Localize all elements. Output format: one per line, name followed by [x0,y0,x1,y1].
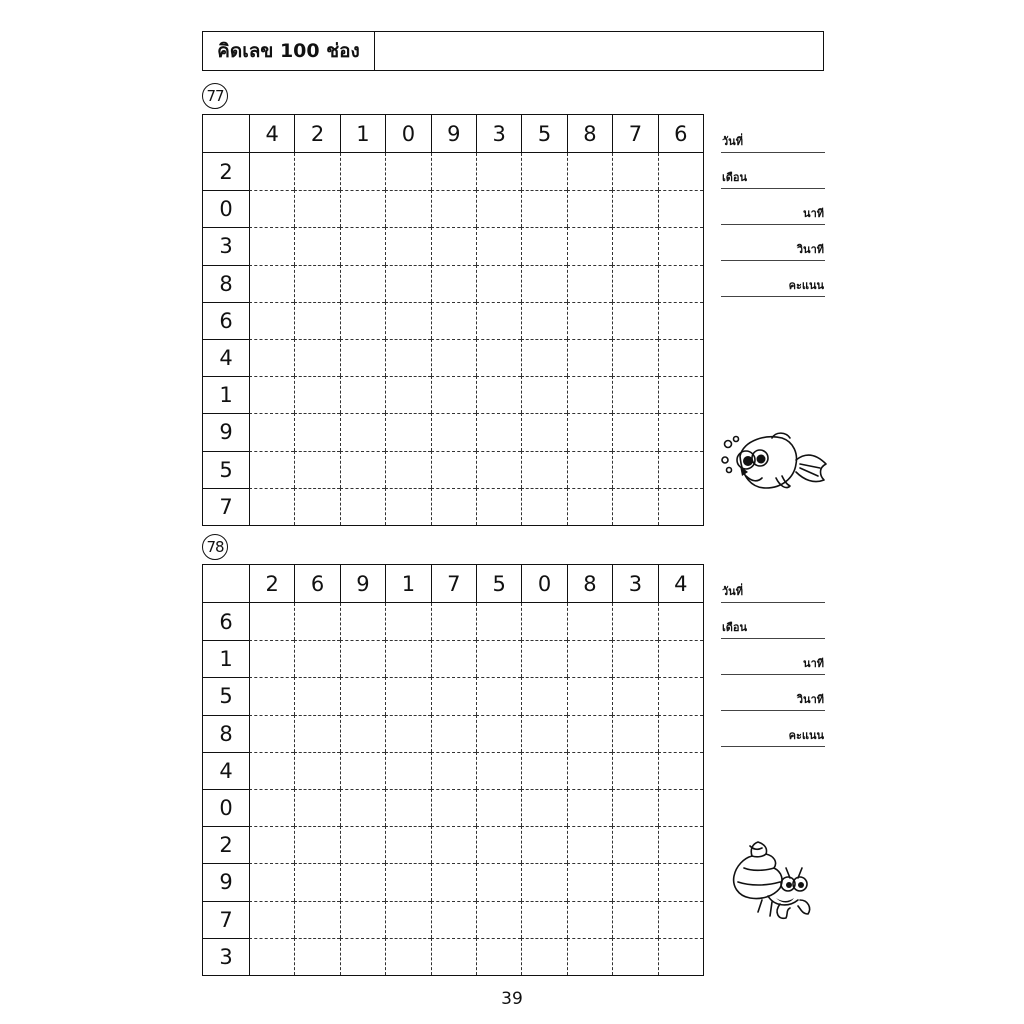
answer-cell [249,603,294,640]
answer-cell [249,153,294,190]
answer-cell [658,413,703,450]
answer-cell [658,603,703,640]
answer-cell [612,826,657,863]
answer-cell [385,640,430,677]
answer-cell [431,227,476,264]
answer-cell [476,376,521,413]
answer-cell [567,451,612,488]
seconds-field: วินาที [721,225,825,261]
answer-cell [612,376,657,413]
answer-cell [658,488,703,525]
answer-cell [385,826,430,863]
top-number-cell: 3 [476,115,521,153]
answer-cell [340,752,385,789]
answer-cell [249,677,294,714]
answer-cell [385,603,430,640]
answer-cell [521,826,566,863]
side-number-cell: 1 [203,376,249,413]
answer-cell [249,901,294,938]
answer-cell [249,752,294,789]
answer-cell [612,190,657,227]
answer-cell [658,677,703,714]
answer-cell [340,265,385,302]
answer-cell [249,190,294,227]
answer-cell [658,789,703,826]
answer-cell [521,413,566,450]
side-number-cell: 8 [203,715,249,752]
answer-cell [567,789,612,826]
answer-cell [567,488,612,525]
answer-cell [385,677,430,714]
answer-cell [612,451,657,488]
answer-cell [476,752,521,789]
answer-cell [612,901,657,938]
answer-cell [612,227,657,264]
top-number-cell: 5 [521,115,566,153]
answer-cell [567,190,612,227]
answer-cell [294,640,339,677]
answer-cell [431,715,476,752]
answer-cell [249,227,294,264]
answer-cell [249,339,294,376]
answer-cell [385,413,430,450]
answer-cell [385,190,430,227]
top-number-cell: 8 [567,565,612,603]
answer-cell [385,789,430,826]
side-number-cell: 7 [203,901,249,938]
answer-cell [249,302,294,339]
answer-cell [294,863,339,900]
side-number-cell: 2 [219,159,233,184]
answer-cell [476,265,521,302]
answer-cell [294,603,339,640]
answer-cell [612,863,657,900]
answer-cell [431,640,476,677]
answer-cell [612,938,657,975]
answer-cell [385,265,430,302]
answer-cell [567,901,612,938]
answer-cell [294,153,339,190]
side-number-cell: 6 [203,302,249,339]
answer-cell [431,376,476,413]
answer-cell [294,715,339,752]
top-number-cell: 9 [431,115,476,153]
answer-cell [340,863,385,900]
answer-cell [567,339,612,376]
answer-cell [340,339,385,376]
exercise-number-badge: 78 [202,534,228,560]
goldfish-icon [716,432,830,494]
answer-cell [658,265,703,302]
side-number-cell: 2 [203,826,249,863]
top-number-cell: 7 [431,565,476,603]
top-number-cell: 2 [249,565,294,603]
answer-cell [294,302,339,339]
answer-cell [385,451,430,488]
answer-cell [340,826,385,863]
answer-cell [431,901,476,938]
answer-cell [385,376,430,413]
month-field: เดือน [721,153,825,189]
side-number-cell: 8 [203,265,249,302]
answer-cell [521,451,566,488]
answer-cell [431,265,476,302]
answer-cell [658,863,703,900]
answer-cell [340,451,385,488]
side-number-cell: 9 [203,413,249,450]
answer-cell [521,265,566,302]
answer-cell [612,715,657,752]
answer-cell [249,413,294,450]
answer-cell [340,190,385,227]
answer-cell [249,488,294,525]
answer-cell [658,640,703,677]
grid-corner [203,115,249,153]
answer-cell [476,413,521,450]
answer-cell [658,302,703,339]
record-fields [721,117,825,297]
answer-cell [612,413,657,450]
answer-cell [567,715,612,752]
answer-cell [385,715,430,752]
side-number-cell: 7 [203,488,249,525]
answer-cell [612,488,657,525]
record-fields [721,567,825,747]
hundred-square-grid [202,114,704,526]
answer-cell [658,715,703,752]
answer-cell [431,677,476,714]
side-number-cell: 3 [203,227,249,264]
answer-cell [294,826,339,863]
answer-cell [431,752,476,789]
answer-cell [431,789,476,826]
minutes-field: นาที [721,639,825,675]
answer-cell [476,640,521,677]
answer-cell [340,901,385,938]
answer-cell [294,339,339,376]
answer-cell [567,265,612,302]
answer-cell [249,789,294,826]
side-number-cell: 4 [203,752,249,789]
answer-cell [476,789,521,826]
answer-cell [567,826,612,863]
top-number-cell: 4 [249,115,294,153]
side-number-cell: 3 [203,938,249,975]
answer-cell [294,901,339,938]
answer-cell [294,451,339,488]
answer-cell [431,413,476,450]
answer-cell [521,677,566,714]
answer-cell [431,488,476,525]
answer-cell [294,413,339,450]
answer-cell [521,339,566,376]
answer-cell [658,451,703,488]
top-number-cell: 7 [612,115,657,153]
answer-cell [476,677,521,714]
day-field: วันที่ [721,567,825,603]
side-number-cell: 5 [203,677,249,714]
answer-cell [476,227,521,264]
answer-cell [658,901,703,938]
answer-cell [612,752,657,789]
answer-cell [612,603,657,640]
answer-cell [294,227,339,264]
top-number-cell: 6 [658,115,703,153]
answer-cell [612,265,657,302]
answer-cell [612,789,657,826]
answer-cell [431,339,476,376]
grid-corner [203,565,249,603]
answer-cell [612,339,657,376]
worksheet-title: คิดเลข 100 ช่อง [203,32,375,70]
side-number-cell: 0 [203,789,249,826]
top-number-cell: 9 [340,565,385,603]
hundred-square-grid [202,564,704,976]
answer-cell [340,153,385,190]
answer-cell [385,302,430,339]
answer-cell [340,488,385,525]
hermit-crab-icon [728,838,812,924]
answer-cell [431,153,476,190]
answer-cell [385,339,430,376]
answer-cell [658,376,703,413]
top-number-cell: 0 [521,565,566,603]
answer-cell [385,153,430,190]
top-number-cell: 3 [612,565,657,603]
month-field: เดือน [721,603,825,639]
answer-cell [476,190,521,227]
answer-cell [521,190,566,227]
day-field: วันที่ [721,117,825,153]
answer-cell [521,302,566,339]
answer-cell [521,938,566,975]
answer-cell [567,376,612,413]
exercise-number-badge: 77 [202,83,228,109]
side-number-cell: 0 [203,190,249,227]
answer-cell [340,302,385,339]
worksheet-title-box [202,31,824,71]
answer-cell [431,190,476,227]
answer-cell [476,715,521,752]
answer-cell [294,488,339,525]
answer-cell [249,640,294,677]
answer-cell [521,789,566,826]
answer-cell [476,153,521,190]
top-number-cell: 5 [476,565,521,603]
answer-cell [476,451,521,488]
answer-cell [567,227,612,264]
answer-cell [431,451,476,488]
answer-cell [476,339,521,376]
answer-cell [340,938,385,975]
answer-cell [521,901,566,938]
answer-cell [567,677,612,714]
answer-cell [658,227,703,264]
top-number-cell: 6 [294,565,339,603]
score-field: คะแนน [721,261,825,297]
answer-cell [340,640,385,677]
answer-cell [476,863,521,900]
answer-cell [294,789,339,826]
answer-cell [658,339,703,376]
answer-cell [658,190,703,227]
answer-cell [612,153,657,190]
answer-cell [612,302,657,339]
answer-cell [431,603,476,640]
answer-cell [385,863,430,900]
answer-cell [476,938,521,975]
answer-cell [567,938,612,975]
answer-cell [431,826,476,863]
answer-cell [340,603,385,640]
top-number-cell: 8 [567,115,612,153]
answer-cell [431,863,476,900]
answer-cell [476,603,521,640]
answer-cell [476,302,521,339]
side-number-cell: 9 [203,863,249,900]
answer-cell [340,677,385,714]
answer-cell [294,190,339,227]
answer-cell [385,227,430,264]
answer-cell [249,938,294,975]
page-number: 39 [501,989,523,1009]
answer-cell [385,752,430,789]
answer-cell [612,640,657,677]
answer-cell [567,153,612,190]
answer-cell [294,752,339,789]
answer-cell [567,603,612,640]
top-number-cell: 1 [385,565,430,603]
answer-cell [340,376,385,413]
answer-cell [431,938,476,975]
answer-cell [612,677,657,714]
seconds-field: วินาที [721,675,825,711]
name-blank [375,32,823,70]
answer-cell [658,752,703,789]
answer-cell [294,938,339,975]
answer-cell [294,677,339,714]
answer-cell [249,715,294,752]
side-number-cell: 1 [203,640,249,677]
answer-cell [658,826,703,863]
answer-cell [340,715,385,752]
top-number-cell: 4 [658,565,703,603]
answer-cell [567,302,612,339]
answer-cell [521,376,566,413]
answer-cell [340,413,385,450]
answer-cell [521,488,566,525]
answer-cell [294,265,339,302]
minutes-field: นาที [721,189,825,225]
answer-cell [249,826,294,863]
side-number-cell: 4 [203,339,249,376]
answer-cell [249,265,294,302]
answer-cell [294,376,339,413]
answer-cell [249,863,294,900]
top-number-cell: 0 [385,115,430,153]
answer-cell [521,863,566,900]
answer-cell [658,938,703,975]
answer-cell [521,640,566,677]
answer-cell [385,901,430,938]
answer-cell [385,938,430,975]
answer-cell [476,488,521,525]
score-field: คะแนน [721,711,825,747]
answer-cell [521,603,566,640]
answer-cell [476,826,521,863]
answer-cell [521,153,566,190]
answer-cell [521,715,566,752]
answer-cell [340,789,385,826]
top-number-cell: 1 [340,115,385,153]
answer-cell [521,227,566,264]
answer-cell [567,863,612,900]
answer-cell [385,488,430,525]
answer-cell [521,752,566,789]
answer-cell [567,640,612,677]
side-number-cell: 6 [219,609,233,634]
side-number-cell: 5 [203,451,249,488]
answer-cell [249,376,294,413]
answer-cell [658,153,703,190]
answer-cell [431,302,476,339]
answer-cell [340,227,385,264]
answer-cell [567,413,612,450]
answer-cell [476,901,521,938]
answer-cell [567,752,612,789]
answer-cell [249,451,294,488]
top-number-cell: 2 [294,115,339,153]
